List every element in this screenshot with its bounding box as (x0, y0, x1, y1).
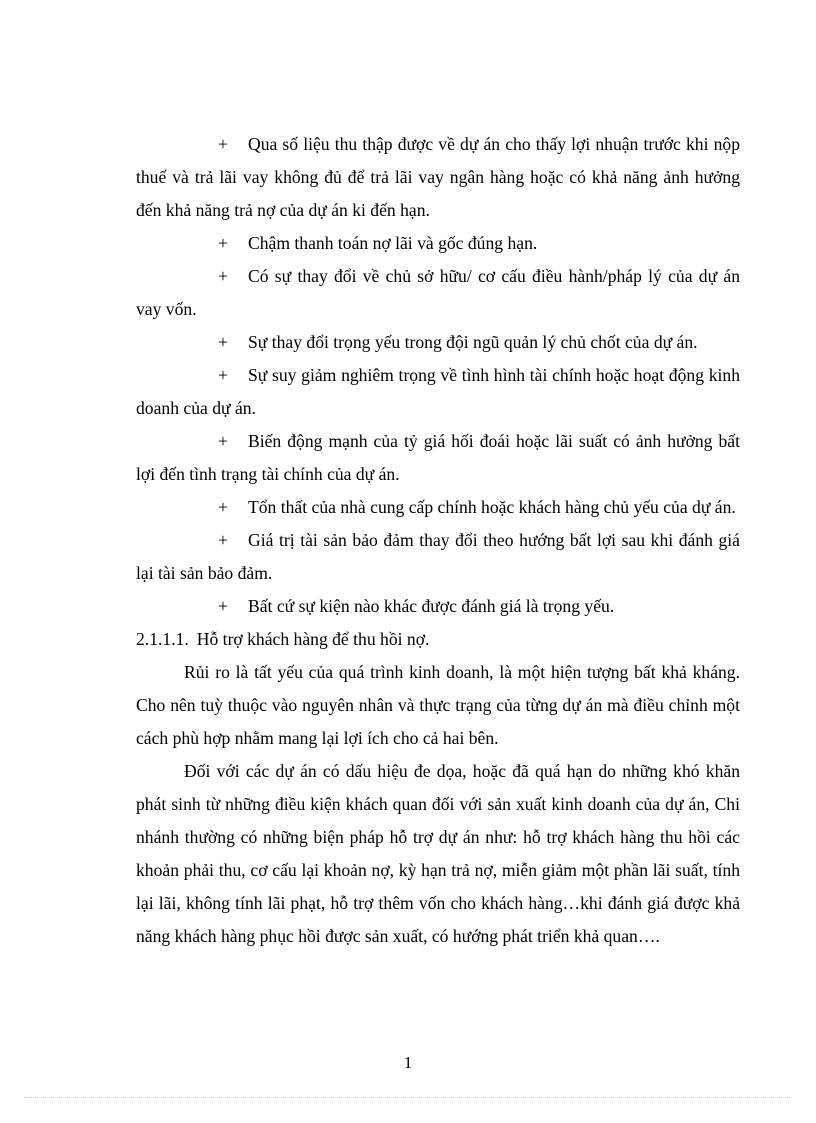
body-paragraph: Đối với các dự án có dấu hiệu đe dọa, hoặc đã quá hạn do những khó khăn phát sinh từ những điều kiện khách quan đối với sản xuất kinh doanh của dự án, Chi nhánh thường có những biện pháp hỗ trợ dự án như: hỗ trợ khách hàng thu hồi các khoản phải thu, cơ cấu lại khoản nợ, kỳ hạn trả nợ, miễn giảm một phần lãi suất, tính lại lãi, không tính lãi phạt, hỗ trợ thêm vốn cho khách hàng…khi đánh giá được khả năng khách hàng phục hồi được sản xuất, có hướng phát triển khả quan…. (136, 761, 740, 946)
bullet-text: Tổn thất của nhà cung cấp chính hoặc khách hàng chủ yếu của dự án. (248, 497, 736, 517)
bullet-symbol: + (218, 431, 228, 451)
bullet-symbol: + (218, 332, 228, 352)
bullet-item (136, 359, 740, 425)
bullet-symbol: + (218, 365, 228, 385)
bullet-item (136, 524, 740, 590)
bullet-symbol: + (218, 233, 228, 253)
bullet-item (136, 425, 740, 491)
bullet-symbol: + (218, 530, 228, 550)
bullet-symbol: + (218, 266, 228, 286)
bullet-text: Chậm thanh toán nợ lãi và gốc đúng hạn. (248, 233, 538, 253)
bullet-item (136, 590, 740, 623)
section-heading (136, 623, 740, 656)
bullet-item (136, 326, 740, 359)
bullet-text: Sự thay đổi trọng yếu trong đội ngũ quản lý chủ chốt của dự án. (248, 332, 698, 352)
bullet-symbol: + (218, 134, 228, 154)
bullet-text: Qua số liệu thu thập được về dự án cho thấy lợi nhuận trước khi nộp thuế và trả lãi vay không đủ để trả lãi vay ngân hàng hoặc có khả năng ảnh hưởng đến khả năng trả nợ của dự án ki đến hạn. (136, 134, 740, 220)
bullet-item (136, 227, 740, 260)
bullet-symbol: + (218, 497, 228, 517)
bullet-text: Giá trị tài sản bảo đảm thay đổi theo hướng bất lợi sau khi đánh giá lại tài sản bảo đảm. (136, 530, 740, 583)
document-body (136, 128, 740, 953)
bullet-text: Bất cứ sự kiện nào khác được đánh giá là trọng yếu. (248, 596, 615, 616)
bullet-item (136, 491, 740, 524)
bullet-item (136, 260, 740, 326)
body-paragraph: Rủi ro là tất yếu của quá trình kinh doanh, là một hiện tượng bất khả kháng. Cho nên tuỳ thuộc vào nguyên nhân và thực trạng của từng dự án mà điều chỉnh một cách phù hợp nhằm mang lại lợi ích cho cả hai bên. (136, 662, 740, 748)
bullet-text: Biến động mạnh của tỷ giá hối đoái hoặc lãi suất có ảnh hưởng bất lợi đến tình trạng tài chính của dự án. (136, 431, 740, 484)
section-title: Hỗ trợ khách hàng để thu hồi nợ. (196, 629, 430, 649)
bullet-text: Sự suy giảm nghiêm trọng về tình hình tài chính hoặc hoạt động kinh doanh của dự án. (136, 365, 740, 418)
section-number: 2.1.1.1. (136, 629, 189, 649)
footer-divider (24, 1097, 792, 1098)
bullet-item (136, 128, 740, 227)
page-number: 1 (403, 1053, 413, 1072)
bullet-text: Có sự thay đổi về chủ sở hữu/ cơ cấu điều hành/pháp lý của dự án vay vốn. (136, 266, 740, 319)
bullet-symbol: + (218, 596, 228, 616)
